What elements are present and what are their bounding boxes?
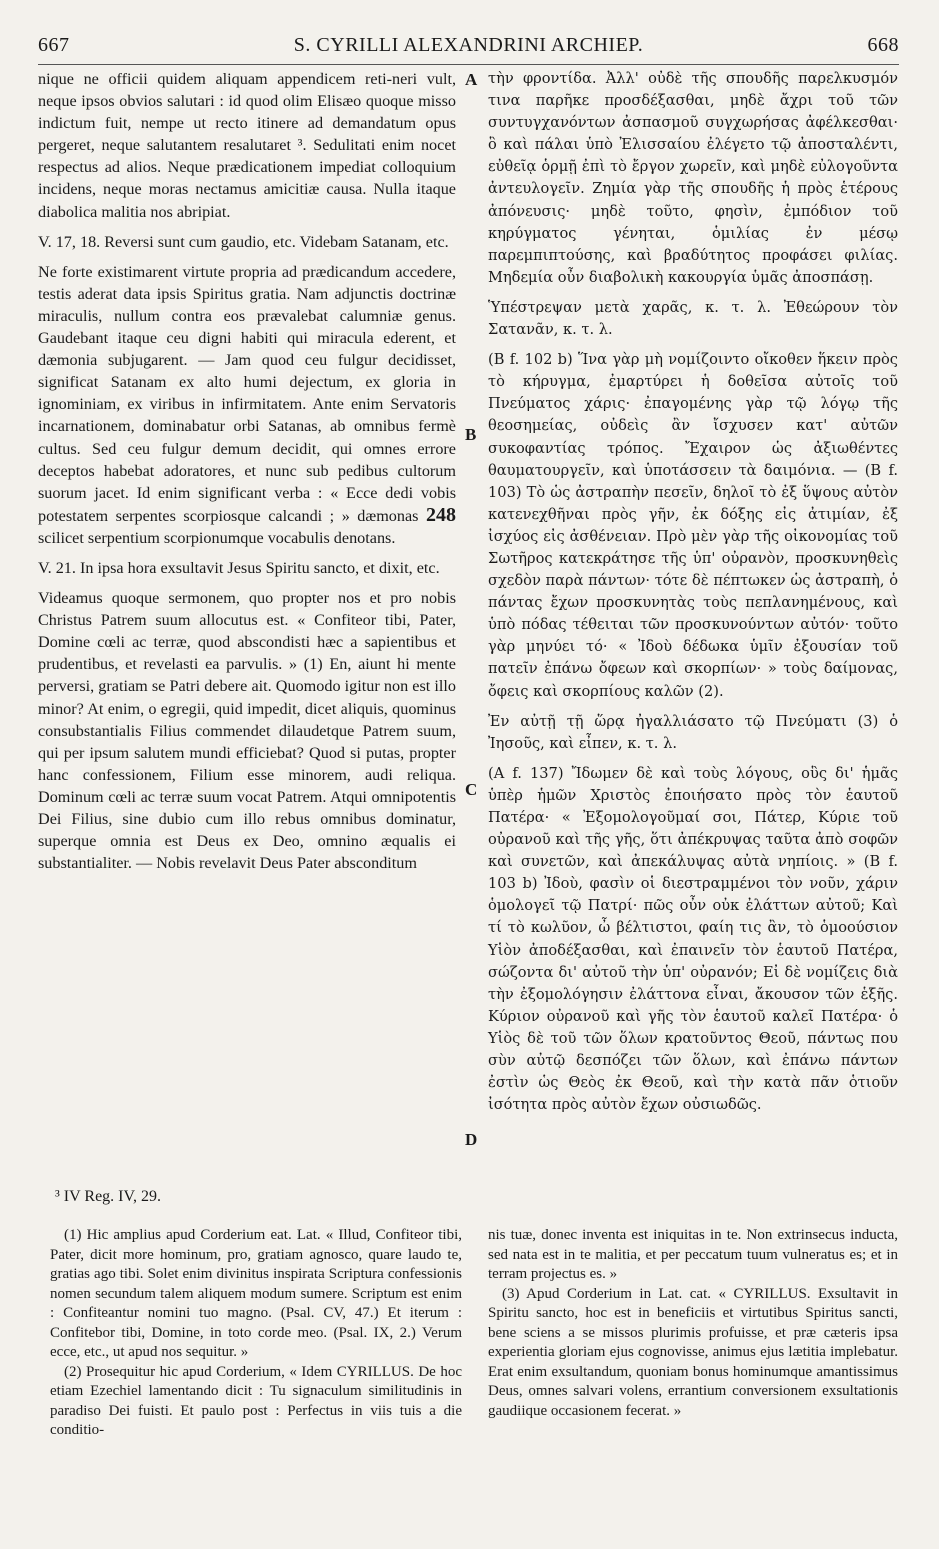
footnotes-right [488, 1226, 898, 1421]
greek-section-heading: Ὑπέστρεψαν μετὰ χαρᾶς, κ. τ. λ. Ἐθεώρουν τὸν Σατανᾶν, κ. τ. λ. [488, 298, 898, 339]
margin-letter-a: A [465, 70, 478, 89]
latin-section-heading: V. 17, 18. Reversi sunt cum gaudio, etc. Videbam Satanam, etc. [38, 232, 449, 251]
footnote-2: (2) Prosequitur hic apud Corderium, « Idem CYRILLUS. De hoc etiam Ezechiel lamentando dicit : Tu signaculum similitudinis in paradiso Dei fuisti. Et paulo post : Perfectus in viis tuis a die conditio- [50, 1363, 462, 1438]
margin-letter-c: C [465, 780, 478, 799]
latin-paragraph: Videamus quoque sermonem, quo propter nos et pro nobis Christus Patrem suum allocutus est. « Confiteor tibi, Pater, Domine cœli ac terræ, quod abscondisti hæc a sapientibus et prudentibus, et revelasti ea parvulis. » (1) En, aiunt hi mente perversi, gratiam se Patri debere ait. Quomodo igitur non est illo minor? At enim, o egregii, quid impedit, dicet aliquis, quominus consubstantialis Filius commendet dilaudetque Patrem suum, qui per ipsum salutem mundi efficiebat? Quod si putas, propter hanc confessionem, Filium esse minorem, audi reliqua. Dominum cœli ac terræ suum vocat Patrem. Atqui omnipotentis Dei Filius, sine dubio cum illo rebus omnibus dominatur, superque omnia est Deus ex Deo, omnino æqualis ei substantialiter. — Nobis revelavit Deus Pater absconditum [38, 589, 456, 873]
column-number: 248 [426, 503, 456, 526]
latin-text: scilicet serpentium scorpionumque vocabulis denotans. [38, 528, 396, 547]
greek-section-heading: Ἐν αὐτῇ τῇ ὥρᾳ ἠγαλλιάσατο τῷ Πνεύματι (3) ὁ Ἰησοῦς, καὶ εἶπεν, κ. τ. λ. [488, 712, 898, 752]
latin-section-heading: V. 21. In ipsa hora exsultavit Jesus Spiritu sancto, et dixit, etc. [38, 558, 440, 577]
greek-paragraph: (A f. 137) Ἴδωμεν δὲ καὶ τοὺς λόγους, οὓς δι' ἡμᾶς ὑπὲρ ἡμῶν Χριστὸς ἐποιήσατο πρὸς τὸν ἑαυτοῦ Πατέρα· « Ἐξομολογοῦμαί σοι, Πάτερ, Κύριε τοῦ οὐρανοῦ καὶ τῆς γῆς, ὅτι ἀπέκρυψας ταῦτα ἀπὸ σοφῶν καὶ συνετῶν, καὶ ἀπεκάλυψας αὐτὰ νηπίοις. » (B f. 103 b) Ἰδοὺ, φασὶν οἱ διεστραμμένοι τὸν νοῦν, χάριν ὁμολογεῖ τῷ Πατρί· πῶς οὖν οὐκ ἐλάττων αὐτοῦ; Καὶ τί τὸ κωλῦον, ὦ βέλτιστοι, φαίη τις ἂν, τὸ ὁμοούσιον Υἱὸν ἀποδέξασθαι, καὶ ἐπαινεῖν τὸν ἑαυτοῦ Πατέρα, σώζοντα δι' αὐτοῦ τὴν ὑπ' οὐρανόν; Εἰ δὲ νομίζεις διὰ τὴν ἐξομολόγησιν ἐλάττονα εἶναι, ἄκουσον τῶν ἑξῆς. Κύριον οὐρανοῦ καὶ γῆς τὸν ἑαυτοῦ καλεῖ Πατέρα· ὁ Υἱὸς δὲ τοῦ τῶν ὅλων κρατοῦντος Θεοῦ, πάντως που σὺν αὐτῷ δεσπόζει τῶν ὅλων, καὶ ἐπάνω πάντων ἐστὶν ὡς Θεὸς ἐκ Θεοῦ, καὶ τὴν κατὰ πᾶν ὁτιοῦν ἰσότητα πρὸς αὐτὸν ἔχων οὐσιωδῶς. [488, 764, 898, 1114]
scripture-reference: ³ IV Reg. IV, 29. [55, 1188, 161, 1205]
margin-letter-d: D [465, 1130, 478, 1149]
greek-paragraph: (B f. 102 b) Ἵνα γὰρ μὴ νομίζοιντο οἴκοθεν ἥκειν πρὸς τὸ κήρυγμα, ἐμαρτύρει ἡ δοθεῖσα αὐτοῖς τοῦ Πνεύματος χάρις· ἐπαγομένης γὰρ τῷ λόγῳ τῆς θεοσημείας, οὐδεὶς ἂν ἴσχυσεν κατ' αὐτῶν συκοφαντίας τρόπος. Ἔχαιρον ὡς ἀξιωθέντες θαυματουργεῖν, καὶ ὑποτάσσειν τὰ δαιμόνια. — (B f. 103) Τὸ ὡς ἀστραπὴν πεσεῖν, δηλοῖ τὸ ἐξ ὕψους αὐτὸν κατενεχθῆναι πρὸς γῆν, ἐκ δόξης εἰς ἀτιμίαν, ἐξ ἰσχύος εἰς ἀσθένειαν. Πρὸ μὲν γὰρ τῆς οἰκονομίας τοῦ Σωτῆρος κατεκράτησε τῆς ὑπ' οὐρανὸν, προσκυνηθεὶς σχεδὸν παρὰ πάντων· τότε δὲ πέπτωκεν ὡς ἀστραπὴ, ὁ πάντας ἔχων προσκυνητὰς τοὺς πεπλανημένους, καὶ ὑπὸ πόδας τέθειται τῶν προσκυνούντων αὐτόν· τοῦτο γὰρ μηνύει τό· « Ἰδοὺ δέδωκα ὑμῖν ἐξουσίαν τοῦ πατεῖν ἐπάνω ὄφεων καὶ σκορπίων· » τοὺς δαίμονας, ὄφεις καὶ σκορπίους καλῶν (2). [488, 351, 898, 700]
greek-column [488, 68, 898, 1124]
greek-paragraph: τὴν φροντίδα. Ἀλλ' οὐδὲ τῆς σπουδῆς παρελκυσμόν τινα παρῆκε προσδέξασθαι, μηδὲ ἄχρι τοῦ τῶν συντυγχανόντων ἀσπασμοῦ συγχωρήσας ἀφέλκεσθαι· ὃ καὶ πάλαι ὑπὸ Ἐλισσαίου ἐλέγετο τῷ ἀποσταλέντι, εὐθεῖᾳ ὁρμῇ ἐπὶ τὸ ἔργον χωρεῖν, καὶ μηδὲ εὐλογοῦντα ἀντευλογεῖν. Ζημία γὰρ τῆς σπουδῆς ἡ πρὸς ἑτέρους ἀπόνευσις· μηδὲ τοῦτο, φησὶν, ἐμπόδιον τοῦ κηρύγματος γένηται, ὁμιλίας ἐν μέσῳ παρεμπιπτούσης, καὶ βραδύτητος προφάσει φιλίας. Μηδεμία οὖν διαβολικὴ κακουργία ὑμᾶς ἀποσπάσῃ. [488, 70, 898, 286]
latin-column [38, 68, 456, 882]
left-page-number: 667 [38, 34, 70, 56]
right-page-number: 668 [867, 34, 899, 56]
latin-paragraph: nique ne officii quidem aliquam appendicem reti-neri vult, neque ipsos obvios salutari : id quod olim Elisæo quoque misso indictum fuit, nempe ut recto itinere ad demandatum opus pergeret, neque salutantem resalutaret ³. Sedulitati enim nocet respectus ad alios. Neque prædicationem impediat colloquium incidens, neque moras nectamus amicitiæ causa. Nulla itaque diabolica malitia nos abripiat. [38, 70, 456, 221]
latin-text: Ne forte existimarent virtute propria ad prædicandum accedere, testis aderat data ipsis Spiritus gratia. Nam adjunctis doctrinæ miraculis, nullum contra eos prævalebat calumniæ genus. Gaudebant itaque ceu digni habiti qui miracula ederent, et dæmonia subjugarent. — Jam quod ceu fulgur decidisset, significat Satanam ex alto humi dejectum, ex gloria in ignominiam, ex viribus in infirmitatem. Ante enim Servatoris incarnationem, dominabatur orbi Satanas, ab omnibus fermè cultus. Sed ceu fulgur demum decidit, qui omnes errore deceptos habebat adoratores, et nunc sub pedibus cultorum suorum jacet. Id enim significant verba : « Ecce dedi vobis potestatem serpentes scorpiosque calcandi ; » dæmonas [38, 262, 456, 525]
footnotes-left [50, 1226, 462, 1441]
footnote-3: (3) Apud Corderium in Lat. cat. « CYRILLUS. Exsultavit in Spiritu sancto, hoc est in beneficiis et virtutibus Spiritus sancti, bene sciens a se missos plurimis profuisse, et præ cæteris ipsa experientia gloriam ejus cognovisse, animus ejus lætitia implebatur. Erat enim exsultandum, quoniam bonus hominumque amantissimus Deus, omnes salvari volens, errantium conversionem exsultationis gaudiique occasionem fecerat. » [488, 1285, 898, 1419]
page-header [38, 34, 899, 64]
running-title: S. CYRILLI ALEXANDRINI ARCHIEP. [293, 34, 644, 56]
margin-letter-b: B [465, 425, 477, 444]
header-rule [38, 64, 899, 65]
footnote-1: (1) Hic amplius apud Corderium eat. Lat. « Illud, Confiteor tibi, Pater, dicit more hominum, pro, gratiam agnosco, quare laudo te, gratias ago tibi. Solet enim divinitus inspirata Scriptura confessionis nomen secundum talem aliquem modum sumere. Scriptum est enim : Confiteantur nomini tuo magno. (Psal. CV, 47.) Et iterum : Confitebor tibi, Domine, in toto corde meo. (Psal. IX, 2.) Verum ecce, etc., ut apud nos sequitur. » [50, 1227, 462, 1360]
footnote-2-continued: nis tuæ, donec inventa est iniquitas in te. Non extrinsecus inducta, sed nata est in te malitia, et per peccatum tuum vulneratus es; et in terram projectus es. » [488, 1227, 898, 1282]
latin-paragraph [38, 261, 456, 549]
